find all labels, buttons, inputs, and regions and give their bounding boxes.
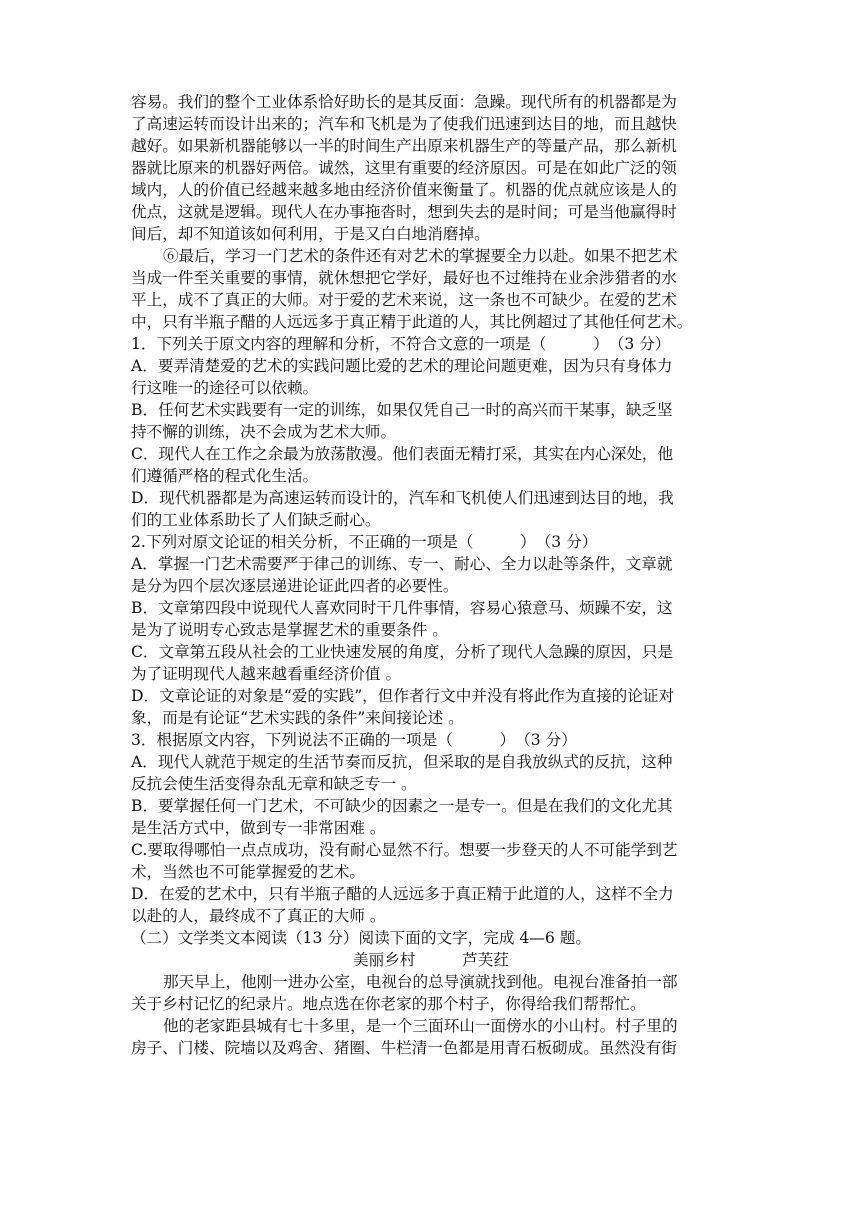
text-line: 房子、门楼、院墙以及鸡舍、猪圈、牛栏清一色都是用青石板砌成。虽然没有街	[131, 1039, 677, 1057]
question-3: 3．根据原文内容，下列说法不正确的一项是（ ） （3 分）	[131, 731, 577, 749]
text-line: 容易。我们的整个工业体系恰好助长的是其反面：急躁。现代所有的机器都是为	[131, 93, 677, 111]
text-line: 中，只有半瓶子醋的人远远多于真正精于此道的人，其比例超过了其他任何艺术。	[131, 313, 693, 331]
document-body	[131, 91, 731, 1059]
question-2-option-b-cont: 是为了说明专心致志是掌握艺术的重要条件 。	[131, 621, 448, 639]
question-2-option-d-cont: 象，而是有论证“艺术实践的条件”来间接论述 。	[131, 709, 464, 727]
question-1-option-c-cont: 们遵循严格的程式化生活。	[131, 467, 319, 485]
question-3-option-c: C.要取得哪怕一点点成功，没有耐心显然不行。想要一步登天的人不可能学到艺	[131, 841, 678, 859]
question-2: 2.下列对原文论证的相关分析，不正确的一项是（ ） （3 分）	[131, 533, 598, 551]
question-1-option-b-cont: 持不懈的训练，决不会成为艺术大师。	[131, 423, 397, 441]
question-2-option-b: B．文章第四段中说现代人喜欢同时干几件事情，容易心猿意马、烦躁不安，这	[131, 599, 673, 617]
text-line: 当成一件至关重要的事情，就休想把它学好，最好也不过维持在业余涉猎者的水	[131, 269, 677, 287]
question-1-option-a: A．要弄清楚爱的艺术的实践问题比爱的艺术的理论问题更难，因为只有身体力	[131, 357, 673, 375]
text-line: 器就比原来的机器好两倍。诚然，这里有重要的经济原因。可是在如此广泛的领	[131, 159, 677, 177]
text-line: 关于乡村记忆的纪录片。地点选在你老家的那个村子，你得给我们帮帮忙。	[131, 995, 646, 1013]
question-1-option-d: D．现代机器都是为高速运转而设计的，汽车和飞机使人们迅速到达目的地，我	[131, 489, 674, 507]
text-line: 域内，人的价值已经越来越多地由经济价值来衡量了。机器的优点就应该是人的	[131, 181, 677, 199]
question-2-option-c-cont: 为了证明现代人越来越看重经济价值 。	[131, 665, 402, 683]
story-paragraph-1: 那天早上，他刚一进办公室，电视台的总导演就找到他。电视台准备拍一部	[163, 973, 678, 991]
question-1-option-a-cont: 行这唯一的途径可以依赖。	[131, 379, 319, 397]
story-paragraph-2: 他的老家距县城有七十多里，是一个三面环山一面傍水的小山村。村子里的	[163, 1017, 678, 1035]
paragraph-six-start: ⑥最后，学习一门艺术的条件还有对艺术的掌握要全力以赴。如果不把艺术	[163, 247, 678, 265]
question-3-option-d-cont: 以赴的人，最终成不了真正的大师 。	[131, 907, 386, 925]
text-line: 间后，却不知道该如何利用，于是又白白地消磨掉。	[131, 225, 490, 243]
text-line: 平上，成不了真正的大师。对于爱的艺术来说，这一条也不可缺少。在爱的艺术	[131, 291, 677, 309]
question-1-option-b: B．任何艺术实践要有一定的训练，如果仅凭自己一时的高兴而干某事，缺乏坚	[131, 401, 673, 419]
question-2-option-a-cont: 是分为四个层次逐层递进论证此四者的必要性。	[131, 577, 459, 595]
text-line: 了高速运转而设计出来的；汽车和飞机是为了使我们迅速到达目的地，而且越快	[131, 115, 677, 133]
section-heading: （二）文学类文本阅读（13 分）阅读下面的文字，完成 4—6 题。	[131, 929, 591, 947]
question-2-option-d: D．文章论证的对象是“爱的实践”，但作者行文中并没有将此作为直接的论证对	[131, 687, 675, 705]
question-1-option-d-cont: 们的工业体系助长了人们缺乏耐心。	[131, 511, 381, 529]
question-1: 1．下列关于原文内容的理解和分析，不符合文意的一项是（ ） （3 分）	[131, 335, 671, 353]
question-3-option-a-cont: 反抗会使生活变得杂乱无章和缺乏专一 。	[131, 775, 417, 793]
text-line: 优点，这就是逻辑。现代人在办事拖沓时，想到失去的是时间；可是当他赢得时	[131, 203, 677, 221]
question-3-option-d: D．在爱的艺术中，只有半瓶子醋的人远远多于真正精于此道的人，这样不全力	[131, 885, 674, 903]
question-2-option-c: C．文章第五段从社会的工业快速发展的角度，分析了现代人急躁的原因，只是	[131, 643, 674, 661]
question-3-option-b: B．要掌握任何一门艺术，不可缺少的因素之一是专一。但是在我们的文化尤其	[131, 797, 673, 815]
question-2-option-a: A．掌握一门艺术需要严于律己的训练、专一、耐心、全力以赴等条件，文章就	[131, 555, 673, 573]
question-3-option-a: A．现代人就范于规定的生活节奏而反抗，但采取的是自我放纵式的反抗，这种	[131, 753, 673, 771]
story-title: 美丽乡村 芦芙荭	[353, 951, 509, 969]
question-3-option-c-cont: 术，当然也不可能掌握爱的艺术。	[131, 863, 365, 881]
text-line: 越好。如果新机器能够以一半的时间生产出原来机器生产的等量产品，那么新机	[131, 137, 677, 155]
question-3-option-b-cont: 是生活方式中，做到专一非常困难 。	[131, 819, 386, 837]
question-1-option-c: C．现代人在工作之余最为放荡散漫。他们表面无精打采，其实在内心深处，他	[131, 445, 674, 463]
